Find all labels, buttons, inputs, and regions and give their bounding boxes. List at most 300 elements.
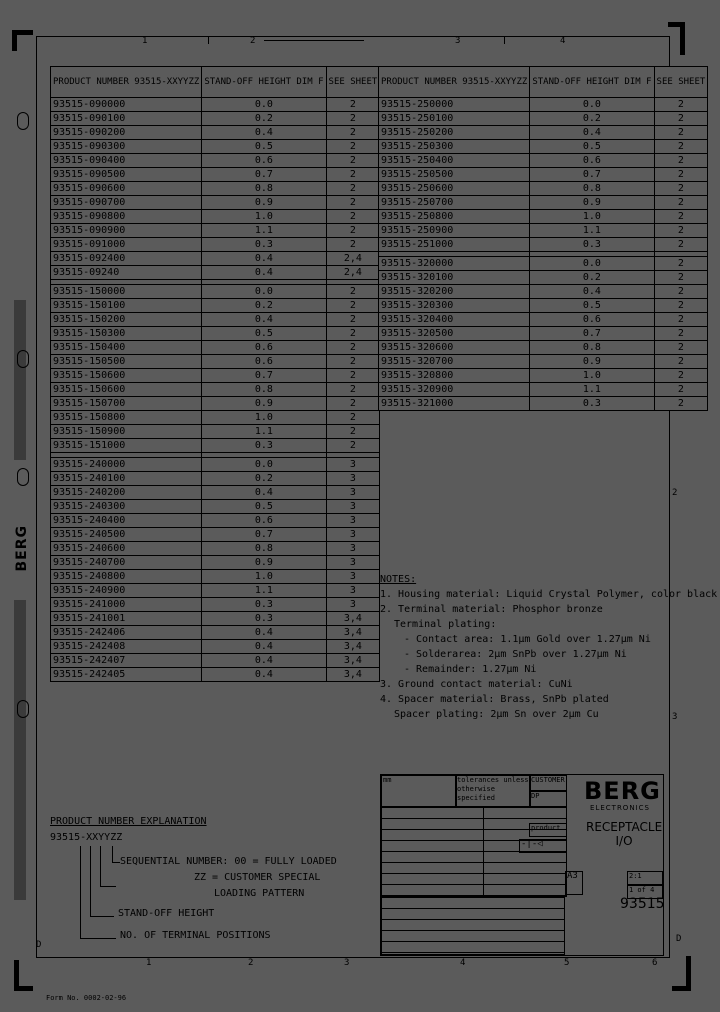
product-cell: product (529, 823, 567, 837)
see-sheet-cell: 2 (326, 285, 380, 299)
table-row (51, 528, 380, 542)
see-sheet-cell: 2 (326, 182, 380, 196)
stand-off-height-cell: 1.0 (202, 411, 326, 425)
note-line: - Remainder: 1.27µm Ni (404, 664, 537, 675)
logo-text: BERG (584, 777, 661, 805)
leader-line (80, 938, 116, 939)
scale-cell: 2:1 (627, 871, 663, 885)
product-number-cell: 93515-242405 (51, 668, 202, 682)
table-row (51, 224, 380, 238)
table-row (379, 140, 708, 154)
see-sheet-cell: 2 (326, 140, 380, 154)
table-row (379, 299, 708, 313)
corner-mark-bottom-right (672, 956, 691, 991)
product-number-cell: 93515-150800 (51, 411, 202, 425)
table-row (379, 369, 708, 383)
binder-hole (17, 112, 29, 130)
table-row (51, 425, 380, 439)
explanation-sequential: SEQUENTIAL NUMBER: 00 = FULLY LOADED (120, 856, 337, 867)
product-number-cell: 93515-150100 (51, 299, 202, 313)
see-sheet-cell: 2 (654, 313, 708, 327)
table-row (51, 266, 380, 280)
product-number-cell: 93515-242407 (51, 654, 202, 668)
zone-right-letter: D (676, 934, 682, 944)
product-number-cell: 93515-240100 (51, 472, 202, 486)
product-number-cell: 93515-320400 (379, 313, 530, 327)
stand-off-height-cell: 0.4 (202, 126, 326, 140)
zone-bottom-2: 2 (248, 958, 254, 968)
table-row (51, 556, 380, 570)
berg-logo (584, 777, 661, 818)
leader-line (100, 886, 116, 887)
see-sheet-cell: 2 (654, 257, 708, 271)
right-product-table (378, 66, 708, 411)
explanation-title: PRODUCT NUMBER EXPLANATION (50, 816, 207, 827)
see-sheet-cell: 2 (654, 210, 708, 224)
notes-block (380, 572, 718, 722)
product-number-cell: 93515-090800 (51, 210, 202, 224)
unit-cell: mm (381, 775, 457, 807)
stand-off-height-cell: 0.7 (202, 369, 326, 383)
product-number-cell: 93515-250400 (379, 154, 530, 168)
stand-off-height-cell: 0.0 (202, 285, 326, 299)
note-line: 3. Ground contact material: CuNi (380, 679, 573, 690)
see-sheet-cell: 2 (654, 271, 708, 285)
see-sheet-cell: 3 (326, 458, 380, 472)
explanation-positions: NO. OF TERMINAL POSITIONS (120, 930, 271, 941)
product-number-cell: 93515-090700 (51, 196, 202, 210)
drawing-number: 93515 (620, 896, 665, 912)
header-stand-off-height: STAND-OFF HEIGHT DIM F (202, 67, 326, 98)
header-see-sheet: SEE SHEET (326, 67, 380, 98)
table-row (51, 299, 380, 313)
stand-off-height-cell: 0.4 (202, 313, 326, 327)
table-row (379, 168, 708, 182)
see-sheet-cell: 2 (654, 355, 708, 369)
see-sheet-cell: 2 (654, 140, 708, 154)
stand-off-height-cell: 1.1 (202, 425, 326, 439)
explanation-code: 93515-XXYYZZ (50, 832, 123, 843)
note-line: 2. Terminal material: Phosphor bronze (380, 604, 603, 615)
stand-off-height-cell: 0.6 (202, 355, 326, 369)
table-row (379, 238, 708, 252)
table-row (51, 439, 380, 453)
stand-off-height-cell: 1.0 (202, 210, 326, 224)
stand-off-height-cell: 0.3 (202, 238, 326, 252)
product-number-cell: 93515-090400 (51, 154, 202, 168)
see-sheet-cell: 2,4 (326, 252, 380, 266)
stand-off-height-cell: 0.6 (202, 514, 326, 528)
product-number-cell: 93515-250900 (379, 224, 530, 238)
see-sheet-cell: 3 (326, 584, 380, 598)
product-number-cell: 93515-150000 (51, 285, 202, 299)
see-sheet-cell: 2 (654, 224, 708, 238)
see-sheet-cell: 2 (326, 154, 380, 168)
product-number-cell: 93515-320300 (379, 299, 530, 313)
side-strip-text (14, 300, 26, 460)
note-line: 1. Housing material: Liquid Crystal Polymer, color black (380, 589, 718, 600)
product-number-cell: 93515-320600 (379, 341, 530, 355)
zone-right-2: 2 (672, 488, 678, 498)
product-number-cell: 93515-240500 (51, 528, 202, 542)
see-sheet-cell: 2 (326, 112, 380, 126)
table-row (51, 252, 380, 266)
header-stand-off-height: STAND-OFF HEIGHT DIM F (530, 67, 654, 98)
zone-tick (504, 36, 505, 44)
stand-off-height-cell: 0.3 (202, 598, 326, 612)
stand-off-height-cell: 1.1 (530, 383, 654, 397)
product-number-cell: 93515-242406 (51, 626, 202, 640)
leader-line (112, 846, 113, 862)
stand-off-height-cell: 0.8 (202, 542, 326, 556)
size-cell: A3 (565, 871, 583, 895)
stand-off-height-cell: 0.4 (202, 252, 326, 266)
side-logo: BERG (14, 525, 30, 572)
see-sheet-cell: 3 (326, 598, 380, 612)
revision-history (381, 807, 485, 897)
stand-off-height-cell: 0.8 (530, 341, 654, 355)
see-sheet-cell: 2,4 (326, 266, 380, 280)
header-product-number: PRODUCT NUMBER 93515-XXYYZZ (379, 67, 530, 98)
product-number-cell: 93515-092400 (51, 252, 202, 266)
table-row (51, 112, 380, 126)
see-sheet-cell: 2 (654, 182, 708, 196)
see-sheet-cell: 2 (654, 154, 708, 168)
note-line: - Contact area: 1.1µm Gold over 1.27µm Ni (404, 634, 651, 645)
stand-off-height-cell: 0.4 (202, 486, 326, 500)
product-number-cell: 93515-150300 (51, 327, 202, 341)
stand-off-height-cell: 0.3 (202, 612, 326, 626)
product-number-cell: 93515-250600 (379, 182, 530, 196)
explanation-loading-pattern: LOADING PATTERN (214, 888, 305, 899)
table-row (51, 598, 380, 612)
stand-off-height-cell: 0.6 (530, 313, 654, 327)
stand-off-height-cell: 0.3 (202, 439, 326, 453)
title-line-2: I/O (615, 834, 633, 848)
stand-off-height-cell: 0.9 (202, 556, 326, 570)
stand-off-height-cell: 0.2 (530, 271, 654, 285)
product-number-cell: 93515-09240 (51, 266, 202, 280)
zone-bottom-3: 3 (344, 958, 350, 968)
stand-off-height-cell: 0.9 (202, 397, 326, 411)
product-number-cell: 93515-240400 (51, 514, 202, 528)
product-number-cell: 93515-150500 (51, 355, 202, 369)
product-number-cell: 93515-240800 (51, 570, 202, 584)
see-sheet-cell: 2 (326, 439, 380, 453)
see-sheet-cell: 2 (326, 369, 380, 383)
product-number-cell: 93515-320200 (379, 285, 530, 299)
stand-off-height-cell: 0.2 (202, 472, 326, 486)
stand-off-height-cell: 0.6 (202, 154, 326, 168)
product-number-cell: 93515-090600 (51, 182, 202, 196)
table-row (51, 98, 380, 112)
product-number-cell: 93515-150700 (51, 397, 202, 411)
zone-left-letter: D (36, 940, 42, 950)
note-line: - Solderarea: 2µm SnPb over 1.27µm Ni (404, 649, 627, 660)
product-number-cell: 93515-320800 (379, 369, 530, 383)
drawing-title (586, 820, 662, 848)
see-sheet-cell: 2 (654, 285, 708, 299)
table-row (51, 486, 380, 500)
table-row (379, 210, 708, 224)
note-line: Terminal plating: (394, 619, 497, 630)
stand-off-height-cell: 0.3 (530, 397, 654, 411)
stand-off-height-cell: 0.4 (202, 626, 326, 640)
see-sheet-cell: 2 (326, 126, 380, 140)
revision-box-top (264, 40, 364, 41)
see-sheet-cell: 2 (326, 383, 380, 397)
header-see-sheet: SEE SHEET (654, 67, 708, 98)
see-sheet-cell: 2 (326, 327, 380, 341)
stand-off-height-cell: 1.1 (530, 224, 654, 238)
stand-off-height-cell: 0.6 (202, 341, 326, 355)
see-sheet-cell: 2 (654, 238, 708, 252)
projection-symbol: -|-◁ (519, 839, 567, 853)
title-line-1: RECEPTACLE (586, 820, 663, 834)
product-number-cell: 93515-090000 (51, 98, 202, 112)
zone-top-1: 1 (142, 36, 148, 46)
table-row (51, 584, 380, 598)
zone-bottom-1: 1 (146, 958, 152, 968)
stand-off-height-cell: 0.5 (530, 299, 654, 313)
table-row (51, 182, 380, 196)
see-sheet-cell: 2 (654, 327, 708, 341)
logo-subtext: ELECTRONICS (590, 804, 650, 812)
stand-off-height-cell: 1.0 (530, 210, 654, 224)
table-row (379, 397, 708, 411)
product-number-cell: 93515-240200 (51, 486, 202, 500)
see-sheet-cell: 3,4 (326, 654, 380, 668)
table-row (51, 285, 380, 299)
stand-off-height-cell: 0.0 (530, 98, 654, 112)
product-number-cell: 93515-150400 (51, 341, 202, 355)
see-sheet-cell: 3,4 (326, 668, 380, 682)
see-sheet-cell: 2 (654, 299, 708, 313)
product-number-cell: 93515-250100 (379, 112, 530, 126)
see-sheet-cell: 3 (326, 514, 380, 528)
product-number-cell: 93515-150200 (51, 313, 202, 327)
product-number-cell: 93515-150600 (51, 383, 202, 397)
stand-off-height-cell: 0.0 (202, 98, 326, 112)
table-row (51, 140, 380, 154)
product-number-cell: 93515-090900 (51, 224, 202, 238)
product-number-cell: 93515-320700 (379, 355, 530, 369)
see-sheet-cell: 2 (326, 196, 380, 210)
table-row (51, 626, 380, 640)
stand-off-height-cell: 0.8 (202, 383, 326, 397)
table-row (51, 458, 380, 472)
product-number-cell: 93515-250300 (379, 140, 530, 154)
form-number: Form No. 0002-02-96 (46, 994, 127, 1002)
see-sheet-cell: 2 (326, 355, 380, 369)
see-sheet-cell: 2 (654, 369, 708, 383)
table-row (51, 196, 380, 210)
stand-off-height-cell: 1.1 (202, 584, 326, 598)
zone-bottom-5: 5 (564, 958, 570, 968)
see-sheet-cell: 3 (326, 528, 380, 542)
product-number-cell: 93515-090500 (51, 168, 202, 182)
see-sheet-cell: 2 (654, 341, 708, 355)
product-number-cell: 93515-240300 (51, 500, 202, 514)
table-row (51, 313, 380, 327)
zone-top-2: 2 (250, 36, 256, 46)
product-number-cell: 93515-241000 (51, 598, 202, 612)
table-row (51, 411, 380, 425)
table-row (51, 654, 380, 668)
stand-off-height-cell: 1.0 (530, 369, 654, 383)
product-number-cell: 93515-090300 (51, 140, 202, 154)
table-row (51, 570, 380, 584)
table-row (51, 668, 380, 682)
product-number-cell: 93515-250200 (379, 126, 530, 140)
product-number-cell: 93515-250800 (379, 210, 530, 224)
note-line: Spacer plating: 2µm Sn over 2µm Cu (394, 709, 599, 720)
product-number-cell: 93515-241001 (51, 612, 202, 626)
table-row (51, 355, 380, 369)
corner-mark-top-right (668, 22, 685, 55)
stand-off-height-cell: 0.8 (202, 182, 326, 196)
note-line: 4. Spacer material: Brass, SnPb plated (380, 694, 609, 705)
stand-off-height-cell: 0.4 (202, 640, 326, 654)
table-row (379, 383, 708, 397)
customer-label: CUSTOMER (529, 775, 567, 791)
product-number-cell: 93515-240700 (51, 556, 202, 570)
table-row (51, 397, 380, 411)
product-number-cell: 93515-240000 (51, 458, 202, 472)
stand-off-height-cell: 0.9 (530, 196, 654, 210)
leader-line (100, 846, 101, 886)
stand-off-height-cell: 0.4 (202, 266, 326, 280)
stand-off-height-cell: 0.5 (202, 500, 326, 514)
stand-off-height-cell: 0.9 (202, 196, 326, 210)
table-row (51, 383, 380, 397)
see-sheet-cell: 3 (326, 472, 380, 486)
table-row (51, 341, 380, 355)
stand-off-height-cell: 0.8 (530, 182, 654, 196)
zone-bottom-4: 4 (460, 958, 466, 968)
table-row (379, 182, 708, 196)
product-number-cell: 93515-150600 (51, 369, 202, 383)
binder-hole (17, 468, 29, 486)
table-row (51, 472, 380, 486)
stand-off-height-cell: 0.2 (530, 112, 654, 126)
stand-off-height-cell: 0.2 (202, 299, 326, 313)
stand-off-height-cell: 0.5 (202, 140, 326, 154)
product-number-cell: 93515-150900 (51, 425, 202, 439)
product-number-cell: 93515-320100 (379, 271, 530, 285)
table-row (51, 640, 380, 654)
see-sheet-cell: 3 (326, 542, 380, 556)
see-sheet-cell: 3 (326, 486, 380, 500)
see-sheet-cell: 3,4 (326, 640, 380, 654)
leader-line (80, 846, 81, 938)
table-row (379, 126, 708, 140)
zone-right-3: 3 (672, 712, 678, 722)
zone-bottom-6: 6 (652, 958, 658, 968)
table-row (379, 112, 708, 126)
customer-value: DP (529, 791, 567, 807)
table-row (51, 154, 380, 168)
see-sheet-cell: 2 (654, 168, 708, 182)
see-sheet-cell: 2 (654, 98, 708, 112)
see-sheet-cell: 3 (326, 556, 380, 570)
product-number-cell: 93515-320900 (379, 383, 530, 397)
see-sheet-cell: 2 (654, 126, 708, 140)
stand-off-height-cell: 0.4 (202, 668, 326, 682)
see-sheet-cell: 2 (654, 383, 708, 397)
leader-line (90, 846, 91, 916)
product-number-cell: 93515-090100 (51, 112, 202, 126)
side-strip-text (14, 600, 26, 900)
see-sheet-cell: 3 (326, 570, 380, 584)
table-row (51, 327, 380, 341)
see-sheet-cell: 2 (326, 411, 380, 425)
see-sheet-cell: 2 (326, 299, 380, 313)
see-sheet-cell: 2 (326, 397, 380, 411)
table-row (379, 196, 708, 210)
stand-off-height-cell: 0.7 (202, 528, 326, 542)
table-row (379, 154, 708, 168)
tolerance-cell: tolerances unless otherwise specified (455, 775, 531, 807)
see-sheet-cell: 2 (326, 224, 380, 238)
stand-off-height-cell: 0.4 (530, 126, 654, 140)
see-sheet-cell: 3,4 (326, 626, 380, 640)
zone-top-4: 4 (560, 36, 566, 46)
see-sheet-cell: 2 (326, 341, 380, 355)
stand-off-height-cell: 0.6 (530, 154, 654, 168)
table-row (379, 355, 708, 369)
table-row (51, 369, 380, 383)
see-sheet-cell: 3,4 (326, 612, 380, 626)
explanation-stand-off: STAND-OFF HEIGHT (118, 908, 215, 919)
product-number-cell: 93515-250000 (379, 98, 530, 112)
left-product-table (50, 66, 380, 682)
table-row (379, 224, 708, 238)
product-number-cell: 93515-320500 (379, 327, 530, 341)
table-row (51, 238, 380, 252)
table-row (51, 210, 380, 224)
product-number-cell: 93515-242408 (51, 640, 202, 654)
stand-off-height-cell: 0.4 (202, 654, 326, 668)
product-number-cell: 93515-091000 (51, 238, 202, 252)
table-row (51, 542, 380, 556)
product-number-cell: 93515-250700 (379, 196, 530, 210)
stand-off-height-cell: 0.4 (530, 285, 654, 299)
product-number-cell: 93515-240900 (51, 584, 202, 598)
see-sheet-cell: 2 (326, 238, 380, 252)
leader-line (90, 916, 114, 917)
product-number-cell: 93515-320000 (379, 257, 530, 271)
stand-off-height-cell: 0.0 (530, 257, 654, 271)
zone-top-3: 3 (455, 36, 461, 46)
stand-off-height-cell: 1.0 (202, 570, 326, 584)
see-sheet-cell: 3 (326, 500, 380, 514)
stand-off-height-cell: 0.5 (202, 327, 326, 341)
stand-off-height-cell: 0.7 (530, 327, 654, 341)
explanation-customer-special: ZZ = CUSTOMER SPECIAL (194, 872, 321, 883)
stand-off-height-cell: 0.0 (202, 458, 326, 472)
product-number-cell: 93515-250500 (379, 168, 530, 182)
stand-off-height-cell: 1.1 (202, 224, 326, 238)
table-row (51, 514, 380, 528)
table-row (51, 168, 380, 182)
product-number-cell: 93515-251000 (379, 238, 530, 252)
notes-title: NOTES: (380, 574, 417, 585)
see-sheet-cell: 2 (326, 425, 380, 439)
table-row (379, 285, 708, 299)
see-sheet-cell: 2 (654, 397, 708, 411)
see-sheet-cell: 2 (326, 98, 380, 112)
